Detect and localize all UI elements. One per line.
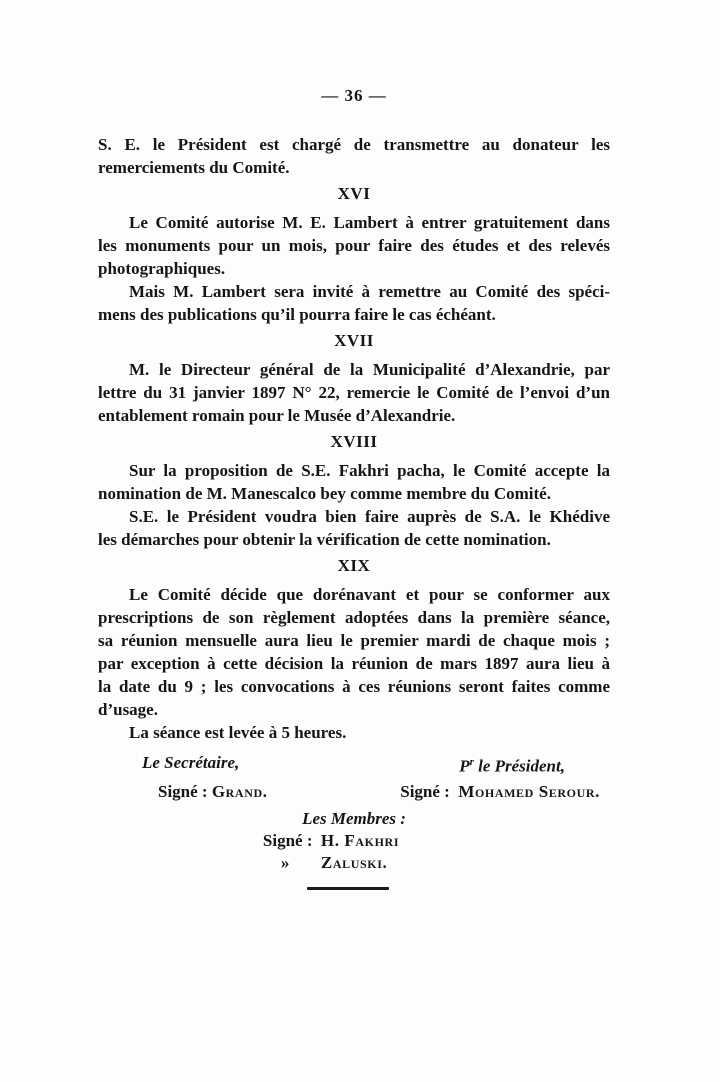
signature-names-row [98,779,610,804]
text-line: M. le Directeur général de la Municipalité d’Alexandrie, par [129,360,610,379]
text-line: les démarches pour obtenir la vérification de cette nomination. [98,530,551,549]
president-name: Mohamed Serour. [458,781,600,801]
president-title-initial: P [459,756,470,776]
paragraph [98,459,610,505]
president-title-superscript: r [469,756,474,768]
text-line: lettre du 31 janvier 1897 N° 22, remercie le Comité de l’envoi d’un [98,383,610,402]
text-line: S.E. le Président voudra bien faire auprès de S.A. le Khédive [129,507,610,526]
president-title [459,750,565,779]
text-line: par exception à cette décision la réunion de mars 1897 aura lieu à [98,654,610,673]
paragraph [98,211,610,280]
end-rule [307,887,389,890]
paragraph [98,583,610,721]
text-line: mens des publications qu’il pourra faire le cas échéant. [98,305,496,324]
secretary-signature [158,779,268,804]
section-heading: XVI [337,184,371,203]
members-signatures-table [263,830,399,874]
member-signature-row [263,830,399,852]
text-line: remerciements du Comité. [98,158,290,177]
text-line: entablement romain pour le Musée d’Alexandrie. [98,406,456,425]
section-heading: XIX [337,556,371,575]
secretary-signed-label: Signé : [158,781,208,801]
document-body [98,133,610,744]
member-signature-row [263,852,399,874]
text-line: Le Comité décide que dorénavant et pour se conformer aux [129,585,610,604]
text-line: La séance est levée à 5 heures. [129,723,347,742]
members-signatures [98,830,610,874]
text-line: sa réunion mensuelle aura lieu le premier mardi de chaque mois ; [98,631,610,650]
member-name: H. Fakhri [320,830,400,850]
paragraph [98,505,610,551]
paragraph [98,721,610,744]
president-title-rest: le Président, [473,756,565,776]
member-name: Zaluski. [320,852,388,872]
members-title: Les Membres : [302,808,406,828]
president-signed-label: Signé : [400,781,450,801]
text-line: photographiques. [98,259,226,278]
text-line: d’usage. [98,700,158,719]
section-heading: XVIII [330,432,378,451]
text-line: prescriptions de son règlement adoptées dans la première séance, [98,608,610,627]
president-signature [400,779,600,804]
text-line: Sur la proposition de S.E. Fakhri pacha, le Comité accepte la [129,461,610,480]
paragraph [98,280,610,326]
paragraph [98,358,610,427]
paragraph [98,133,610,179]
secretary-name: Grand. [211,781,268,801]
page-number: — 36 — [321,86,387,105]
secretary-title: Le Secrétaire, [142,753,240,772]
text-line: nomination de M. Manescalco bey comme membre du Comité. [98,484,551,503]
text-line: la date du 9 ; les convocations à ces réunions seront faites comme [98,677,610,696]
text-line: S. E. le Président est chargé de transmettre au donateur les [98,135,610,154]
text-line: Le Comité autorise M. E. Lambert à entrer gratuitement dans [129,213,610,232]
signature-block [98,750,610,890]
signature-titles-row [98,750,610,779]
member-signed-label: Signé : [262,830,313,850]
member-ditto-mark: » [280,852,290,872]
section-heading: XVII [334,331,374,350]
text-line: les monuments pour un mois, pour faire des études et des relevés [98,236,610,255]
text-line: Mais M. Lambert sera invité à remettre au Comité des spéci- [129,282,610,301]
